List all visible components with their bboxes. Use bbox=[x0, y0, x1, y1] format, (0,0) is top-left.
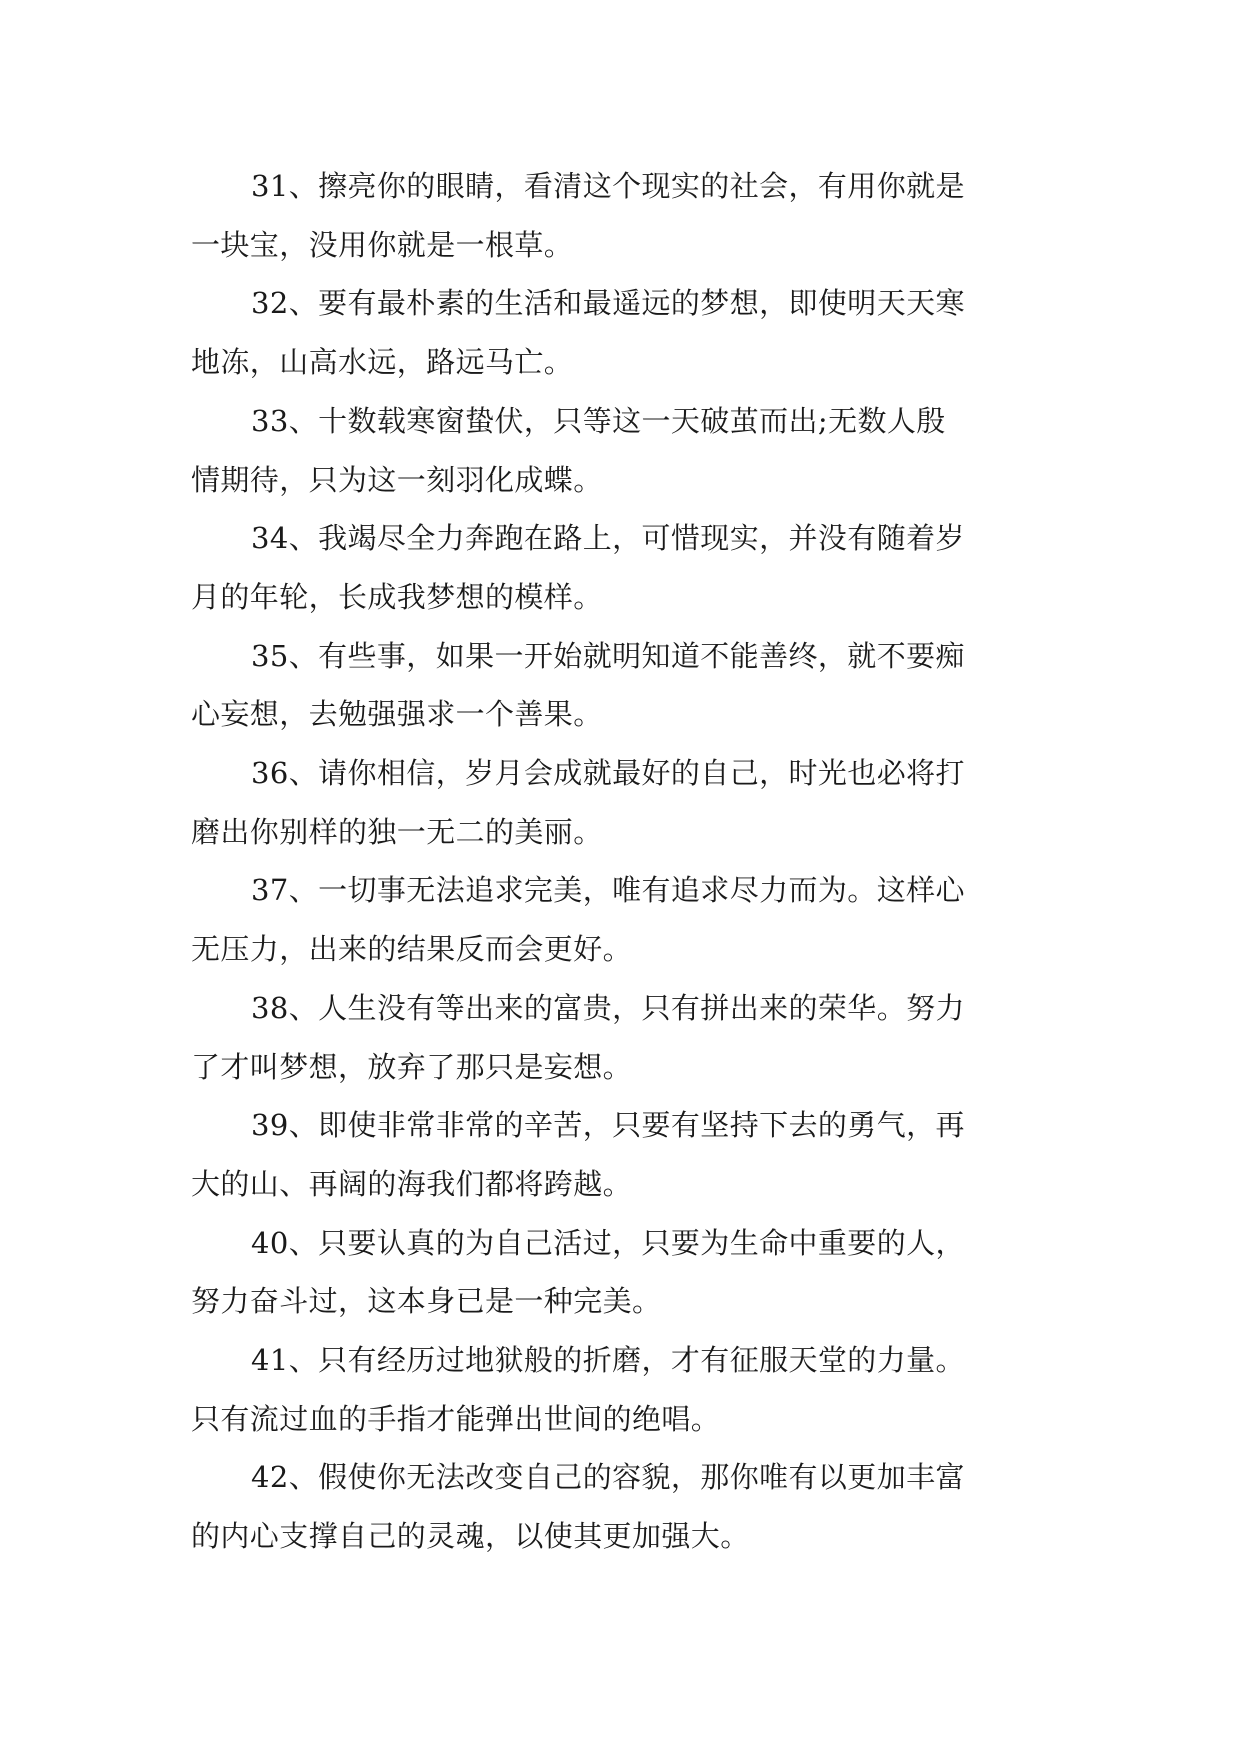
paragraph-41-line-1: 41、只有经历过地狱般的折磨，才有征服天堂的力量。 bbox=[251, 1343, 965, 1378]
paragraph-34 bbox=[191, 509, 1063, 626]
paragraph-31-line-1: 31、擦亮你的眼睛，看清这个现实的社会，有用你就是 bbox=[251, 169, 965, 203]
paragraph-37 bbox=[191, 861, 1063, 978]
paragraph-40 bbox=[191, 1214, 1063, 1331]
paragraph-38-line-1: 38、人生没有等出来的富贵，只有拼出来的荣华。努力 bbox=[251, 990, 965, 1025]
paragraph-37-line-1: 37、一切事无法追求完美，唯有追求尽力而为。这样心 bbox=[251, 873, 965, 908]
paragraph-32-line-2: 地冻，山高水远，路远马亡。 bbox=[191, 345, 574, 380]
paragraph-33-line-2: 情期待，只为这一刻羽化成蝶。 bbox=[191, 462, 603, 497]
paragraph-32-line-1: 32、要有最朴素的生活和最遥远的梦想，即使明天天寒 bbox=[251, 286, 965, 321]
paragraph-34-line-1: 34、我竭尽全力奔跑在路上，可惜现实，并没有随着岁 bbox=[251, 521, 965, 556]
paragraph-40-line-2: 努力奋斗过，这本身已是一种完美。 bbox=[191, 1284, 662, 1319]
paragraph-36 bbox=[191, 744, 1063, 861]
paragraph-35-line-1: 35、有些事，如果一开始就明知道不能善终，就不要痴 bbox=[251, 638, 965, 673]
paragraph-31 bbox=[191, 157, 1063, 274]
paragraph-31-line-2: 一块宝，没用你就是一根草。 bbox=[191, 227, 574, 262]
paragraph-38-line-2: 了才叫梦想，放弃了那只是妄想。 bbox=[191, 1049, 633, 1084]
paragraph-39-line-2: 大的山、再阔的海我们都将跨越。 bbox=[191, 1166, 633, 1201]
paragraph-33-line-1: 33、十数载寒窗蛰伏，只等这一天破茧而出;无数人殷 bbox=[251, 403, 946, 438]
paragraph-38 bbox=[191, 979, 1063, 1096]
paragraph-39 bbox=[191, 1096, 1063, 1213]
document-body bbox=[191, 157, 1063, 1566]
paragraph-35 bbox=[191, 627, 1063, 744]
paragraph-36-line-1: 36、请你相信，岁月会成就最好的自己，时光也必将打 bbox=[251, 756, 965, 791]
paragraph-32 bbox=[191, 274, 1063, 391]
paragraph-37-line-2: 无压力，出来的结果反而会更好。 bbox=[191, 932, 633, 967]
paragraph-36-line-2: 磨出你别样的独一无二的美丽。 bbox=[191, 814, 603, 849]
paragraph-35-line-2: 心妄想，去勉强强求一个善果。 bbox=[191, 697, 603, 732]
paragraph-33 bbox=[191, 392, 1063, 509]
paragraph-41 bbox=[191, 1331, 1063, 1448]
paragraph-42-line-1: 42、假使你无法改变自己的容貌，那你唯有以更加丰富 bbox=[251, 1460, 965, 1495]
paragraph-42 bbox=[191, 1448, 1063, 1565]
paragraph-42-line-2: 的内心支撑自己的灵魂，以使其更加强大。 bbox=[191, 1519, 750, 1554]
paragraph-34-line-2: 月的年轮，长成我梦想的模样。 bbox=[191, 579, 603, 614]
paragraph-40-line-1: 40、只要认真的为自己活过，只要为生命中重要的人， bbox=[251, 1225, 965, 1260]
paragraph-39-line-1: 39、即使非常非常的辛苦，只要有坚持下去的勇气，再 bbox=[251, 1108, 965, 1143]
paragraph-41-line-2: 只有流过血的手指才能弹出世间的绝唱。 bbox=[191, 1401, 721, 1436]
